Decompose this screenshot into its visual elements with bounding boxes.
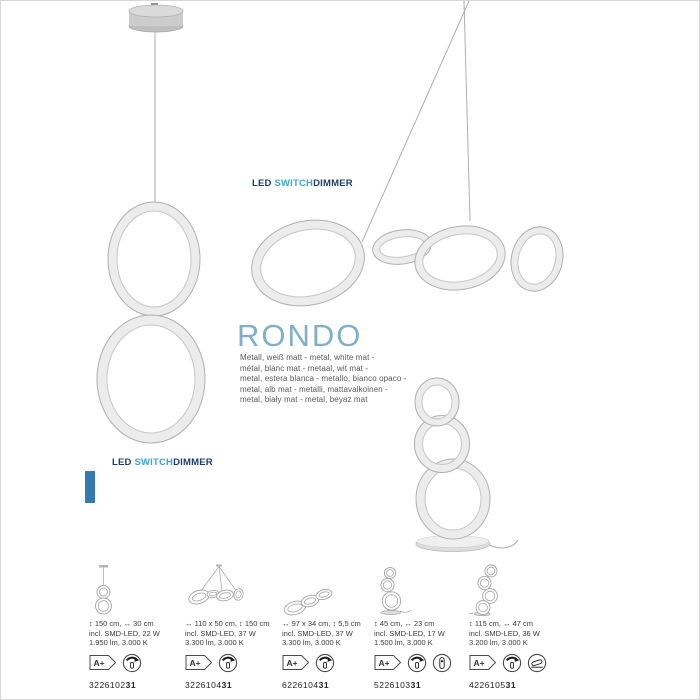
product-specs (374, 619, 466, 648)
spec-dimensions: ↕ 115 cm, ↔ 47 cm (469, 619, 534, 628)
energy-class-text: A+ (378, 658, 390, 669)
description-line: métal, blanc mat - metaal, wit mat - (240, 363, 369, 373)
product-description (240, 353, 406, 406)
feature-icons (89, 653, 181, 673)
pendant-lamp-horizontal-rings-illustration (243, 1, 570, 317)
feature-icons (374, 653, 466, 673)
led-label: LED (112, 457, 132, 468)
a-plus-energy-badge (282, 654, 310, 671)
energy-class-text: A+ (286, 658, 298, 669)
product-specs (469, 619, 561, 648)
spec-lumen-kelvin: 1.950 lm, 3.000 K (89, 638, 148, 648)
ceiling-canopy (129, 5, 183, 17)
product-specs (185, 619, 277, 648)
energy-class-text: A+ (189, 658, 201, 669)
dimmer-label: DIMMER (313, 178, 353, 189)
table-ring-bottom (416, 459, 490, 539)
table-lamp-three-rings-illustration (415, 378, 519, 552)
product-code: 322610431 (185, 679, 233, 690)
ring-right (504, 221, 569, 296)
a-plus-energy-badge (89, 654, 117, 671)
upper-ring (108, 202, 200, 316)
product-code: 422610531 (469, 679, 517, 690)
spec-light-source: incl. SMD-LED, 37 W (282, 628, 353, 638)
pendant-lamp-two-rings-illustration (97, 3, 205, 443)
a-plus-energy-badge (374, 654, 402, 671)
switch-dimmer-icon (122, 653, 142, 673)
feature-icons (282, 653, 374, 673)
spec-lumen-kelvin: 1.500 lm, 3.000 K (374, 638, 433, 648)
ring-medium (410, 219, 511, 297)
switch-dimmer-icon (407, 653, 427, 673)
product-column-pendant-two-rings (89, 564, 181, 690)
spec-dimensions: ↔ 110 x 50 cm, ↕ 150 cm (185, 619, 270, 628)
spec-lumen-kelvin: 3.200 lm, 3.000 K (469, 638, 528, 648)
product-column-table-lamp (374, 564, 466, 690)
spec-dimensions: ↔ 97 x 34 cm, ↕ 5,5 cm (282, 619, 361, 628)
spec-light-source: incl. SMD-LED, 17 W (374, 628, 445, 638)
led-switchdimmer-label-bottom (112, 457, 213, 468)
product-code: 522610331 (374, 679, 422, 690)
feature-icons (185, 653, 277, 673)
switch-dimmer-icon (502, 653, 522, 673)
description-line: metal, estera blanca - metallo, bianco opaco - (240, 374, 407, 384)
table-ring-top (415, 378, 459, 426)
thumbnail-floor-lamp (469, 564, 561, 616)
page-title: RONDO (237, 318, 363, 353)
product-column-pendant-horizontal (185, 564, 277, 690)
spec-light-source: incl. SMD-LED, 36 W (469, 628, 540, 638)
switch-label: SWITCH (274, 178, 314, 189)
spec-light-source: incl. SMD-LED, 22 W (89, 628, 160, 638)
led-label: LED (252, 178, 272, 189)
switch-dimmer-icon (218, 653, 238, 673)
product-code: 322610231 (89, 679, 137, 690)
product-code: 622610431 (282, 679, 330, 690)
energy-class-text: A+ (93, 658, 105, 669)
spec-lumen-kelvin: 3.300 lm, 3.000 K (185, 638, 244, 648)
product-specs (282, 619, 374, 648)
description-line: metal, biały mat - metal, beyaz mat (240, 395, 368, 405)
spec-dimensions: ↕ 150 cm, ↔ 30 cm (89, 619, 154, 628)
foot-switch-icon (527, 653, 547, 673)
spec-lumen-kelvin: 3.300 lm, 3.000 K (282, 638, 341, 648)
thumbnail-table-lamp (374, 564, 466, 616)
page-edge-accent-tab (85, 471, 95, 503)
product-specs (89, 619, 181, 648)
dimmer-label: DIMMER (173, 457, 213, 468)
description-line: Metall, weiß matt - metal, white mat - (240, 353, 375, 362)
lower-ring (97, 315, 205, 443)
product-column-floor-lamp (469, 564, 561, 690)
energy-class-text: A+ (473, 658, 485, 669)
thumbnail-pendant-horizontal (185, 564, 277, 616)
cord-switch-icon (432, 653, 452, 673)
a-plus-energy-badge (185, 654, 213, 671)
thumbnail-pendant-two-rings (89, 564, 181, 616)
switch-label: SWITCH (134, 457, 174, 468)
a-plus-energy-badge (469, 654, 497, 671)
product-column-ceiling-lamp (282, 564, 374, 690)
description-line: metal, alb mat - metalli, mattavalkoinen - (240, 384, 388, 394)
spec-dimensions: ↕ 45 cm, ↔ 23 cm (374, 619, 435, 628)
led-switchdimmer-label-top (252, 178, 353, 189)
feature-icons (469, 653, 561, 673)
pendant-cable-right (464, 1, 470, 221)
ring-large (243, 209, 373, 316)
spec-light-source: incl. SMD-LED, 37 W (185, 628, 256, 638)
thumbnail-ceiling-lamp (282, 564, 374, 616)
pendant-cable-left (362, 1, 469, 242)
power-cord (487, 540, 518, 548)
switch-dimmer-icon (315, 653, 335, 673)
